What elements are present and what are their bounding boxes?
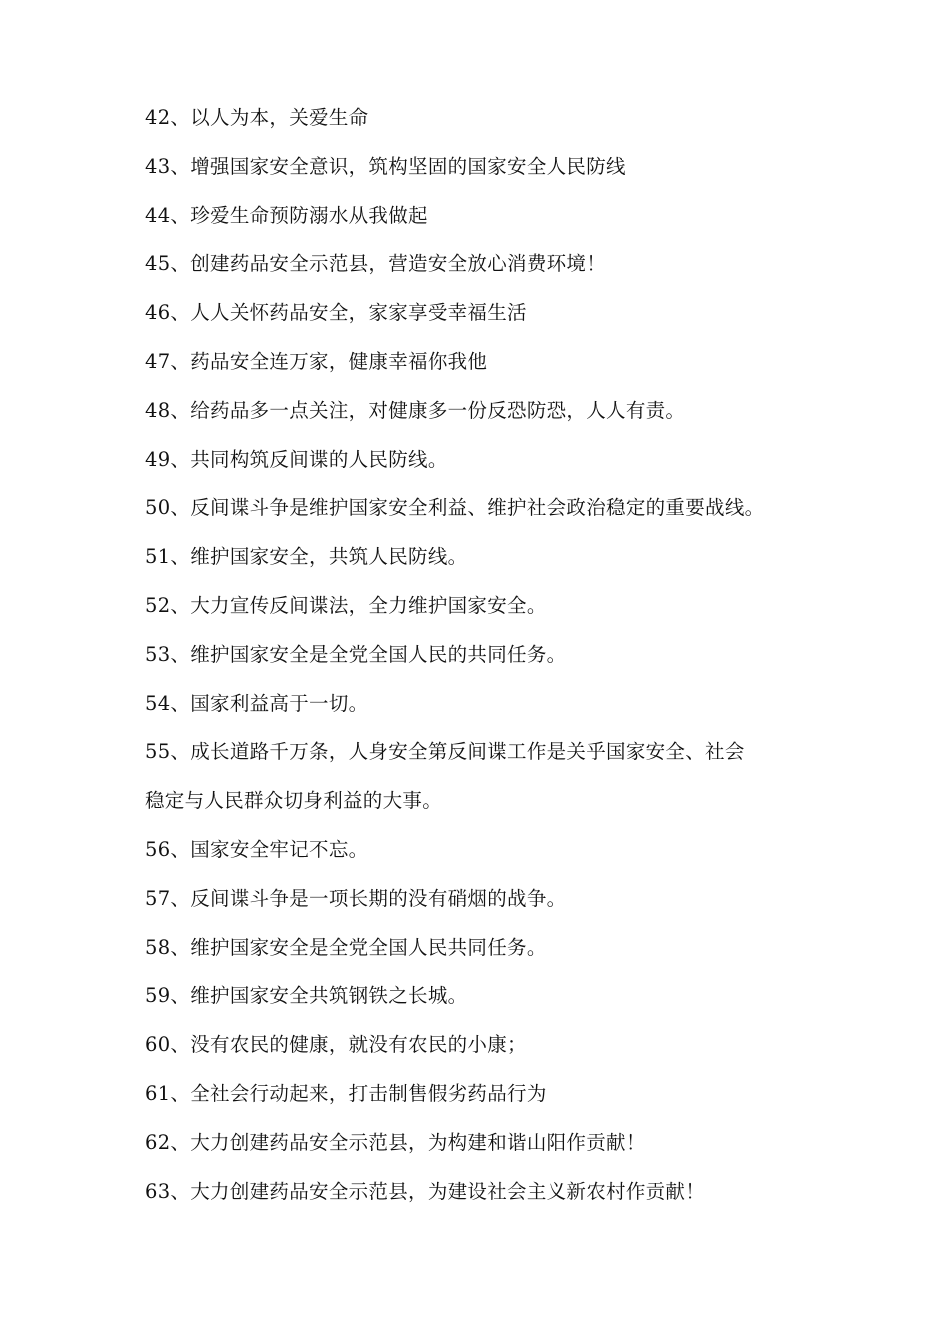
slogan-line-continuation: 稳定与人民群众切身利益的大事。 <box>145 789 443 813</box>
slogan-line: 62、大力创建药品安全示范县，为构建和谐山阳作贡献！ <box>145 1130 646 1154</box>
slogan-line: 43、增强国家安全意识，筑构坚固的国家安全人民防线 <box>145 154 626 178</box>
slogan-line: 59、维护国家安全共筑钢铁之长城。 <box>145 984 468 1008</box>
slogan-line: 42、以人为本，关爱生命 <box>145 106 369 129</box>
slogan-line: 54、国家利益高于一切。 <box>145 691 369 715</box>
slogan-line: 49、共同构筑反间谍的人民防线。 <box>145 447 448 471</box>
slogan-line: 51、维护国家安全，共筑人民防线。 <box>145 545 468 569</box>
slogan-list <box>145 103 805 1225</box>
slogan-line: 44、珍爱生命预防溺水从我做起 <box>145 203 428 227</box>
slogan-line: 45、创建药品安全示范县，营造安全放心消费环境！ <box>145 252 607 276</box>
slogan-line: 55、成长道路千万条，人身安全第反间谍工作是关乎国家安全、社会 <box>145 740 745 764</box>
slogan-line: 60、没有农民的健康，就没有农民的小康； <box>145 1033 527 1057</box>
slogan-line: 57、反间谍斗争是一项长期的没有硝烟的战争。 <box>145 886 567 910</box>
slogan-line: 47、药品安全连万家，健康幸福你我他 <box>145 349 488 373</box>
slogan-line: 63、大力创建药品安全示范县，为建设社会主义新农村作贡献！ <box>145 1179 706 1203</box>
slogan-line: 58、维护国家安全是全党全国人民共同任务。 <box>145 935 547 959</box>
slogan-line: 52、大力宣传反间谍法，全力维护国家安全。 <box>145 593 547 617</box>
slogan-line: 61、全社会行动起来，打击制售假劣药品行为 <box>145 1081 547 1105</box>
slogan-line: 53、维护国家安全是全党全国人民的共同任务。 <box>145 642 567 666</box>
slogan-line: 48、给药品多一点关注，对健康多一份反恐防恐，人人有责。 <box>145 398 686 422</box>
slogan-line: 50、反间谍斗争是维护国家安全利益、维护社会政治稳定的重要战线。 <box>145 496 765 520</box>
slogan-line: 56、国家安全牢记不忘。 <box>145 837 369 861</box>
slogan-line: 46、人人关怀药品安全，家家享受幸福生活 <box>145 301 527 325</box>
